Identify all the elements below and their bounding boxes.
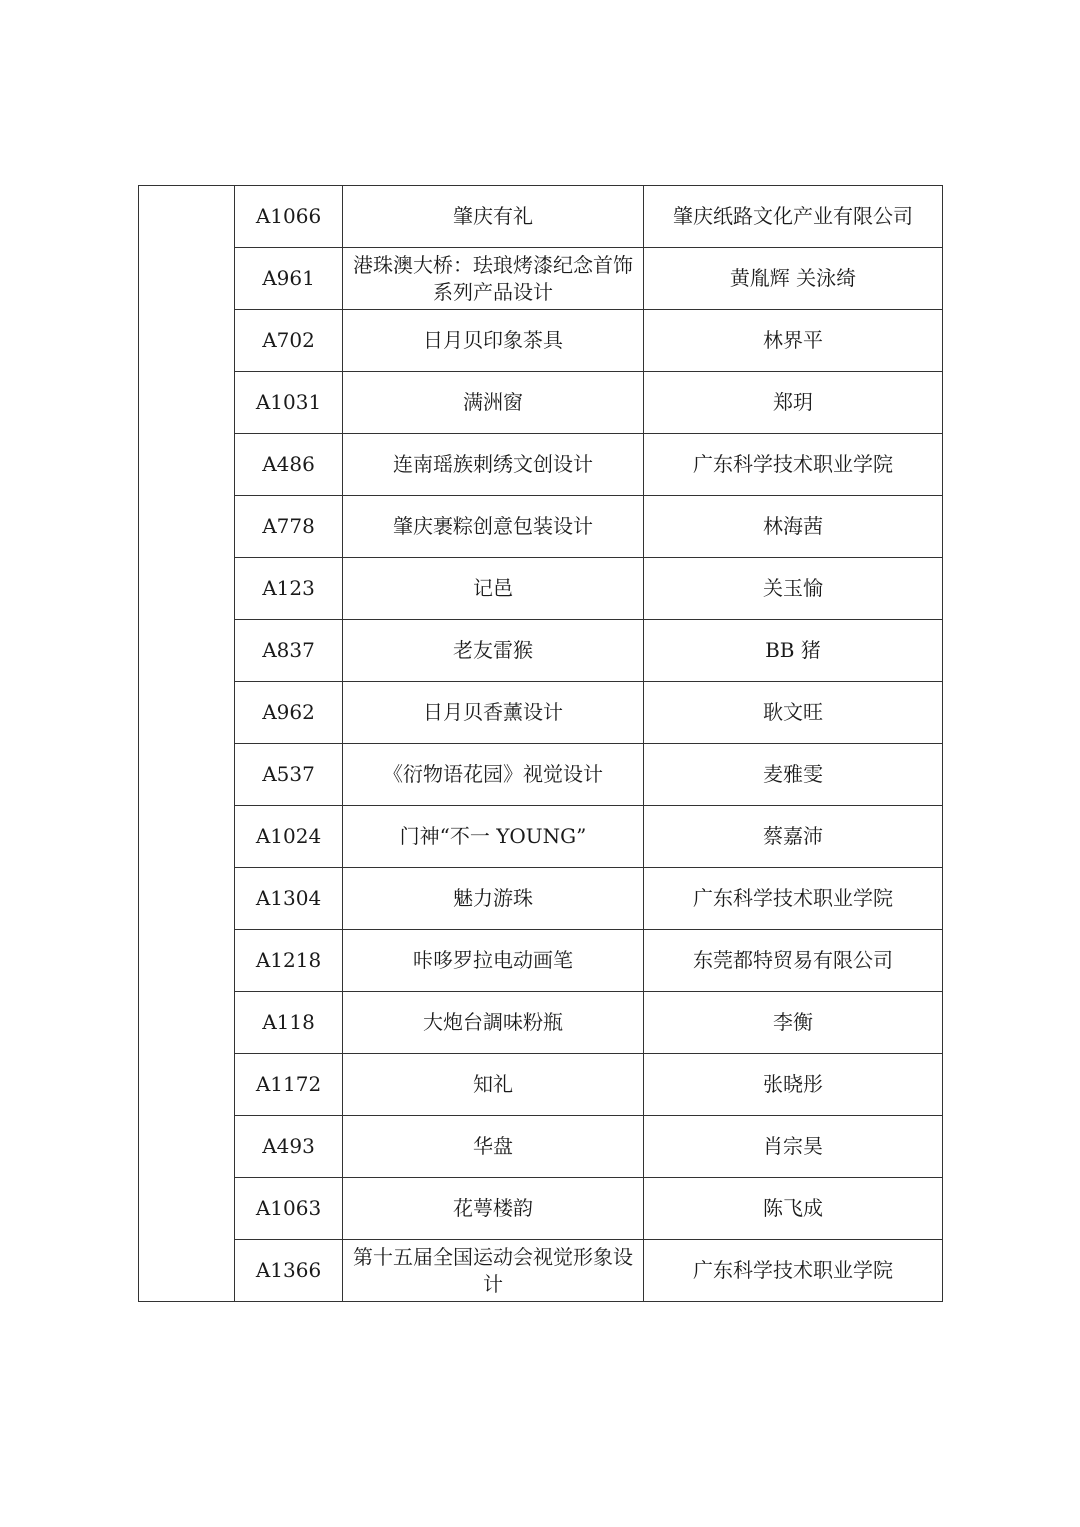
table-row (139, 496, 943, 558)
entry-author: 东莞都特贸易有限公司 (644, 930, 943, 992)
entry-name: 知礼 (343, 1054, 644, 1116)
entry-author: 陈飞成 (644, 1178, 943, 1240)
entry-name: 第十五届全国运动会视觉形象设计 (343, 1240, 644, 1302)
entry-name: 《衍物语花园》视觉设计 (343, 744, 644, 806)
table-row (139, 682, 943, 744)
entry-id: A778 (235, 496, 343, 558)
table-row (139, 930, 943, 992)
entry-name: 门神“不一 YOUNG” (343, 806, 644, 868)
entry-id: A1218 (235, 930, 343, 992)
table-row (139, 744, 943, 806)
entry-name: 满洲窗 (343, 372, 644, 434)
entry-author: 广东科学技术职业学院 (644, 1240, 943, 1302)
entry-name: 港珠澳大桥：珐琅烤漆纪念首饰系列产品设计 (343, 248, 644, 310)
entry-id: A1066 (235, 186, 343, 248)
entry-id: A1024 (235, 806, 343, 868)
table-row (139, 992, 943, 1054)
entry-author: 黄胤辉 关泳绮 (644, 248, 943, 310)
entry-name: 日月贝香薰设计 (343, 682, 644, 744)
entry-id: A961 (235, 248, 343, 310)
table-row (139, 1178, 943, 1240)
entry-id: A537 (235, 744, 343, 806)
entry-author: 耿文旺 (644, 682, 943, 744)
entry-id: A702 (235, 310, 343, 372)
entry-id: A837 (235, 620, 343, 682)
category-cell (139, 186, 235, 1302)
entry-author: 关玉愉 (644, 558, 943, 620)
entry-id: A118 (235, 992, 343, 1054)
entry-author: 林海茜 (644, 496, 943, 558)
table-row (139, 186, 943, 248)
entry-id: A493 (235, 1116, 343, 1178)
entry-id: A1304 (235, 868, 343, 930)
entry-id: A1063 (235, 1178, 343, 1240)
entry-author: 肖宗昊 (644, 1116, 943, 1178)
entry-author: 蔡嘉沛 (644, 806, 943, 868)
entry-name: 连南瑶族刺绣文创设计 (343, 434, 644, 496)
entry-author: 李衡 (644, 992, 943, 1054)
table-row (139, 868, 943, 930)
entry-author: 张晓彤 (644, 1054, 943, 1116)
entry-name: 老友雷猴 (343, 620, 644, 682)
table-row (139, 248, 943, 310)
entry-name: 华盘 (343, 1116, 644, 1178)
entry-name: 花萼楼韵 (343, 1178, 644, 1240)
table-row (139, 1240, 943, 1302)
table-body (139, 186, 943, 1302)
entry-author: 广东科学技术职业学院 (644, 868, 943, 930)
entry-id: A1366 (235, 1240, 343, 1302)
entry-id: A123 (235, 558, 343, 620)
entry-author: 郑玥 (644, 372, 943, 434)
entry-name: 肇庆有礼 (343, 186, 644, 248)
table-row (139, 372, 943, 434)
table-row (139, 1116, 943, 1178)
entry-id: A962 (235, 682, 343, 744)
entry-id: A1031 (235, 372, 343, 434)
table-row (139, 310, 943, 372)
table-row (139, 1054, 943, 1116)
entry-name: 肇庆裹粽创意包装设计 (343, 496, 644, 558)
entry-name: 记邑 (343, 558, 644, 620)
entry-author: 麦雅雯 (644, 744, 943, 806)
entry-id: A486 (235, 434, 343, 496)
entry-id: A1172 (235, 1054, 343, 1116)
award-list-table (138, 185, 943, 1302)
entry-author: 肇庆纸路文化产业有限公司 (644, 186, 943, 248)
table-row (139, 620, 943, 682)
entry-author: 林界平 (644, 310, 943, 372)
table-row (139, 558, 943, 620)
entry-author: BB 猪 (644, 620, 943, 682)
entry-name: 咔哆罗拉电动画笔 (343, 930, 644, 992)
entry-author: 广东科学技术职业学院 (644, 434, 943, 496)
table-row (139, 434, 943, 496)
entry-name: 魅力游珠 (343, 868, 644, 930)
entry-name: 大炮台調味粉瓶 (343, 992, 644, 1054)
entry-name: 日月贝印象茶具 (343, 310, 644, 372)
table-row (139, 806, 943, 868)
